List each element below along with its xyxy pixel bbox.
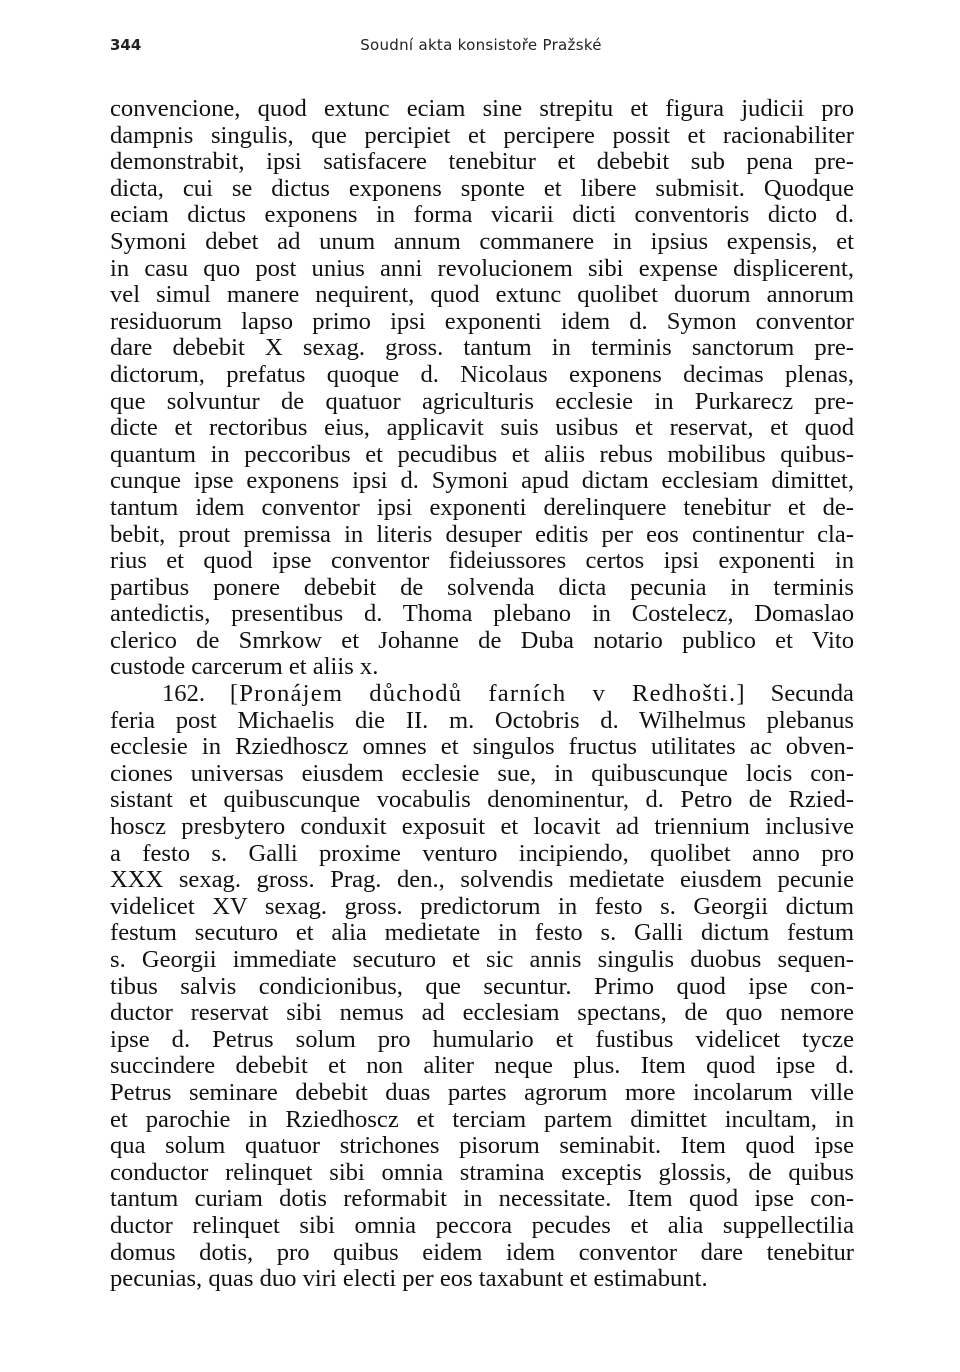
paragraph-162-line: domus dotis, pro quibus eidem idem conventor dare tenebitur (110, 1238, 854, 1266)
paragraph-161-line: custode carcerum et aliis x. (110, 653, 379, 681)
paragraph-161-line: demonstrabit, ipsi satisfacere tenebitur et debebit sub pena pre- (110, 148, 854, 176)
page-header (110, 36, 852, 62)
paragraph-162-line: ecclesie in Rziedhoscz omnes et singulos fructus utilitates ac obven- (110, 733, 854, 761)
paragraph-161-line: dicte et rectoribus eius, applicavit suis usibus et reservat, et quod (110, 414, 854, 442)
paragraph-162-line: pecunias, quas duo viri electi per eos taxabunt et estimabunt. (110, 1265, 708, 1293)
paragraph-162-line: feria post Michaelis die II. m. Octobris d. Wilhelmus plebanus (110, 706, 854, 734)
paragraph-161-line: dictorum, prefatus quoque d. Nicolaus exponens decimas plenas, (110, 360, 854, 388)
paragraph-162-line: ciones universas eiusdem ecclesie sue, in quibuscunque locis con- (110, 759, 854, 787)
paragraph-161-line: quantum in peccoribus et pecudibus et aliis rebus mobilibus quibus- (110, 440, 854, 468)
entry-first-line-rest: Secunda (770, 680, 854, 708)
paragraph-161-line: dampnis singulis, que percipiet et percipere possit et racionabiliter (110, 121, 854, 149)
paragraph-162-line: et parochie in Rziedhoscz et terciam partem dimittet incultam, in (110, 1105, 854, 1133)
paragraph-161-line: que solvuntur de quatuor agriculturis ecclesie in Purkarecz pre- (110, 387, 854, 415)
paragraph-161-line: in casu quo post unius anni revolucionem sibi expense displicerent, (110, 254, 854, 282)
paragraph-161-line: dare debebit X sexag. gross. tantum in terminis sanctorum pre- (110, 334, 854, 362)
paragraph-162-line: Petrus seminare debebit duas partes agrorum more incolarum ville (110, 1078, 854, 1106)
paragraph-162-body (110, 708, 854, 1293)
page-number: 344 (110, 36, 142, 54)
paragraph-161-line: eciam dictus exponens in forma vicarii dicti conventoris dicto d. (110, 201, 854, 229)
paragraph-162-line: ipse d. Petrus solum pro humulario et fustibus videlicet tycze (110, 1025, 854, 1053)
paragraph-162-line: ductor reservat sibi nemus ad ecclesiam spectans, de quo nemore (110, 999, 854, 1027)
paragraph-162-line: XXX sexag. gross. Prag. den., solvendis medietate eiusdem pecunie (110, 866, 854, 894)
paragraph-161-line: vel simul manere nequirent, quod extunc quolibet duorum annorum (110, 281, 854, 309)
text-body (110, 96, 854, 1293)
paragraph-161-line: rius et quod ipse conventor fideiussores certos ipsi exponenti in (110, 547, 854, 575)
paragraph-162 (110, 681, 854, 1293)
paragraph-162-line: qua solum quatuor strichones pisorum seminabit. Item quod ipse (110, 1132, 854, 1160)
paragraph-161-line: partibus ponere debebit de solvenda dicta pecunia in terminis (110, 573, 854, 601)
paragraph-162-line: ductor relinquet sibi omnia peccora pecudes et alia suppellectilia (110, 1211, 854, 1239)
paragraph-161-line: Symoni debet ad unum annum commanere in ipsius expensis, et (110, 227, 854, 255)
paragraph-162-line: hoscz presbytero conduxit exposuit et locavit ad triennium inclusive (110, 813, 854, 841)
entry-heading: [Pronájem důchodů farních v Redhošti.] (229, 680, 746, 708)
paragraph-162-line: tibus salvis condicionibus, que secuntur. Primo quod ipse con- (110, 972, 854, 1000)
entry-number: 162. (162, 680, 206, 708)
paragraph-161-line: convencione, quod extunc eciam sine strepitu et figura judicii pro (110, 95, 854, 122)
paragraph-161-line: cunque ipse exponens ipsi d. Symoni apud dictam ecclesiam dimittet, (110, 467, 854, 495)
paragraph-161-line: residuorum lapso primo ipsi exponenti idem d. Symon conventor (110, 307, 854, 335)
paragraph-161-line: antedictis, presentibus d. Thoma plebano in Costelecz, Domaslao (110, 600, 854, 628)
running-title: Soudní akta konsistoře Pražské (360, 36, 602, 54)
paragraph-161-line: bebit, prout premissa in literis desuper editis per eos continentur cla- (110, 520, 854, 548)
paragraph-162-line: a festo s. Galli proxime venturo incipiendo, quolibet anno pro (110, 839, 854, 867)
paragraph-162-line: festum secuturo et alia medietate in festo s. Galli dictum festum (110, 919, 854, 947)
paragraph-161-line: clerico de Smrkow et Johanne de Duba notario publico et Vito (110, 626, 854, 654)
paragraph-162-line: s. Georgii immediate secuturo et sic annis singulis duobus sequen- (110, 946, 854, 973)
paragraph-161-line: dicta, cui se dictus exponens sponte et libere submisit. Quodque (110, 174, 854, 202)
paragraph-162-line: tantum curiam dotis reformabit in necessitate. Item quod ipse con- (110, 1185, 854, 1213)
paragraph-162-line: videlicet XV sexag. gross. predictorum in festo s. Georgii dictum (110, 892, 854, 920)
paragraph-161-line: tantum idem conventor ipsi exponenti derelinquere tenebitur et de- (110, 493, 854, 521)
paragraph-162-line: succindere debebit et non aliter neque plus. Item quod ipse d. (110, 1052, 854, 1080)
paragraph-162-line: conductor relinquet sibi omnia stramina exceptis glossis, de quibus (110, 1158, 854, 1186)
paragraph-161-continuation (110, 96, 854, 681)
paragraph-162-first-line (110, 681, 854, 708)
paragraph-162-line: sistant et quibuscunque vocabulis denominentur, d. Petro de Rzied- (110, 786, 854, 814)
